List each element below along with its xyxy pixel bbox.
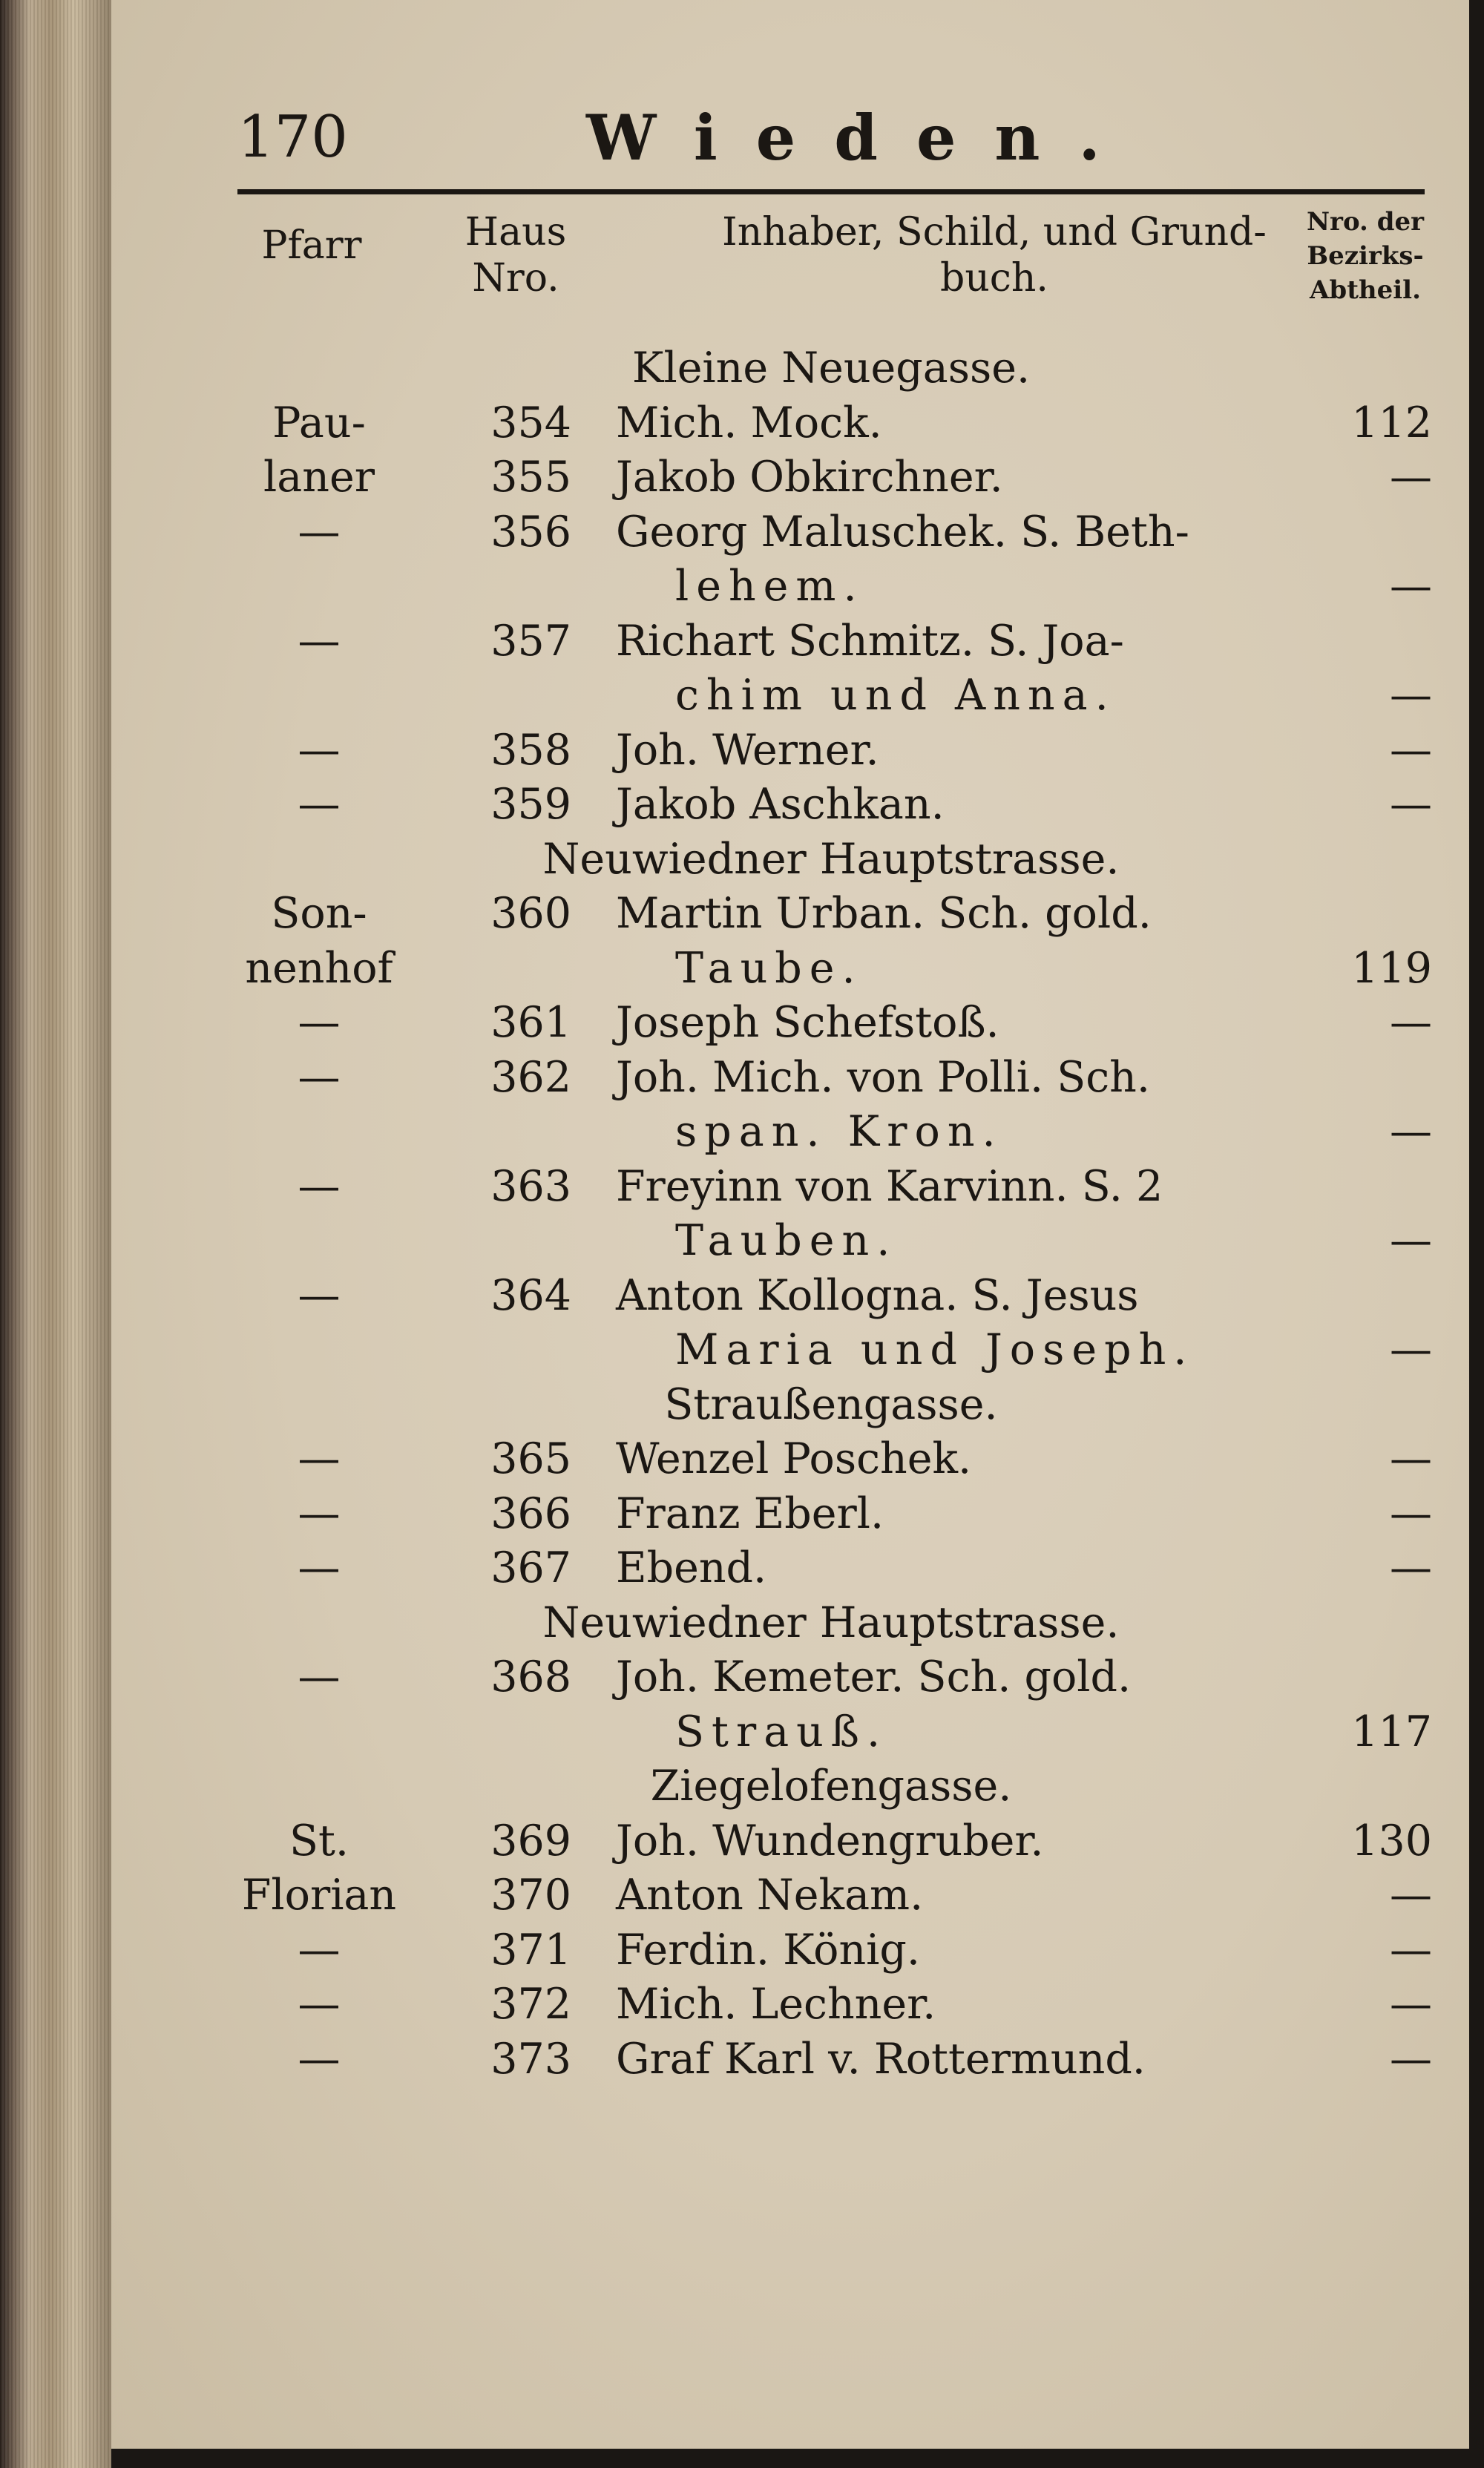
pfarr-cell: —: [298, 1052, 341, 1102]
district-number: 117: [1351, 1707, 1432, 1756]
street-name: Kleine Neuegasse.: [631, 344, 1031, 393]
column-header-bezirk-line2: Bezirks-: [1307, 241, 1424, 271]
house-number: 361: [490, 998, 571, 1047]
pfarr-cell: —: [298, 507, 341, 557]
owner-text: Joh. Mich. von Polli. Sch.: [616, 1052, 1151, 1102]
page-header: [111, 89, 1469, 174]
street-heading: [111, 1759, 1469, 1814]
district-number: —: [1390, 1543, 1432, 1592]
house-number: 359: [490, 780, 571, 829]
house-number: 372: [490, 1980, 571, 2029]
column-header-pfarr-label: Pfarr: [261, 223, 362, 268]
register-entry: [111, 887, 1469, 942]
house-number: 362: [490, 1052, 571, 1102]
house-number: 367: [490, 1543, 571, 1592]
owner-text: Tauben.: [675, 1216, 898, 1265]
pfarr-cell: laner: [263, 453, 375, 502]
owner-text: Ebend.: [616, 1543, 767, 1592]
owner-text: Richart Schmitz. S. Joa-: [616, 616, 1124, 666]
owner-text: Joseph Schefstoß.: [616, 998, 999, 1047]
column-header-haus-line2: Nro.: [472, 256, 559, 301]
district-number: —: [1390, 1925, 1432, 1975]
district-number: —: [1390, 998, 1432, 1047]
street-name: Neuwiedner Hauptstrasse.: [542, 1598, 1120, 1647]
district-number: —: [1390, 780, 1432, 829]
owner-text: Taube.: [675, 943, 863, 993]
house-number: 368: [490, 1653, 571, 1701]
entry-continuation: [111, 669, 1469, 723]
pfarr-cell: —: [298, 1161, 341, 1211]
owner-text: Maria und Joseph.: [675, 1325, 1195, 1374]
house-number: 373: [490, 2034, 571, 2084]
owner-text: Joh. Werner.: [616, 725, 879, 775]
district-number: —: [1390, 1107, 1432, 1156]
house-number: 356: [490, 507, 571, 557]
column-header-bezirk: [1276, 205, 1454, 307]
house-number: 355: [490, 453, 571, 502]
house-number: 364: [490, 1270, 571, 1320]
house-number: 363: [490, 1161, 571, 1211]
entry-continuation: [111, 1214, 1469, 1269]
street-heading: [111, 1378, 1469, 1433]
district-number: —: [1390, 1489, 1432, 1538]
column-header-haus-nro: [430, 209, 601, 301]
house-number: 366: [490, 1489, 571, 1538]
register-entry: [111, 1541, 1469, 1596]
pfarr-cell: —: [298, 780, 341, 829]
owner-text: Georg Maluschek. S. Beth-: [616, 507, 1189, 557]
column-header-inhaber: [601, 209, 1388, 301]
district-number: —: [1390, 2034, 1432, 2084]
pfarr-cell: —: [298, 725, 341, 775]
district-number: —: [1390, 1325, 1432, 1374]
owner-text: Joh. Kemeter. Sch. gold.: [616, 1653, 1132, 1701]
owner-text: Jakob Obkirchner.: [616, 453, 1003, 502]
register-entry: [111, 1814, 1469, 1869]
owner-text: Franz Eberl.: [616, 1489, 884, 1538]
district-number: —: [1390, 1216, 1432, 1265]
owner-text: Martin Urban. Sch. gold.: [616, 889, 1152, 938]
register-entry: [111, 505, 1469, 560]
house-number: 365: [490, 1434, 571, 1483]
register-entry: [111, 1432, 1469, 1487]
pfarr-cell: —: [298, 616, 341, 666]
register-entry: [111, 1650, 1469, 1705]
owner-text: Strauß.: [675, 1707, 888, 1756]
register-entry: [111, 723, 1469, 778]
pfarr-cell: —: [298, 1925, 341, 1975]
register-entry: [111, 2032, 1469, 2087]
house-number: 370: [490, 1871, 571, 1920]
street-name: Ziegelofengasse.: [650, 1762, 1012, 1811]
register-entry: [111, 1923, 1469, 1978]
pfarr-cell: Pau-: [272, 398, 366, 447]
owner-text: Freyinn von Karvinn. S. 2: [616, 1161, 1163, 1211]
column-header-haus-line1: Haus: [464, 210, 567, 255]
street-heading: [111, 1596, 1469, 1651]
column-header-inhaber-line1: Inhaber, Schild, und Grund-: [722, 210, 1267, 255]
register-entry: [111, 778, 1469, 833]
district-number: —: [1390, 1434, 1432, 1483]
book-spine-edge: [0, 0, 111, 2468]
entry-continuation: [111, 559, 1469, 614]
owner-text: Mich. Lechner.: [616, 1980, 936, 2029]
pfarr-cell: —: [298, 1434, 341, 1483]
house-number: 371: [490, 1925, 571, 1975]
register-entry: [111, 1978, 1469, 2032]
entry-continuation: [111, 1105, 1469, 1160]
register-entry: [111, 450, 1469, 505]
register-entry: [111, 996, 1469, 1051]
house-number: 358: [490, 725, 571, 775]
street-name: Straußengasse.: [664, 1379, 998, 1429]
register-entry: [111, 1051, 1469, 1106]
house-number: 354: [490, 398, 571, 447]
district-number: —: [1390, 562, 1432, 611]
pfarr-cell: —: [298, 1543, 341, 1592]
owner-text: Joh. Wundengruber.: [616, 1816, 1044, 1865]
owner-text: Graf Karl v. Rottermund.: [616, 2034, 1146, 2084]
register-entry: [111, 1269, 1469, 1324]
owner-text: Mich. Mock.: [616, 398, 882, 447]
pfarr-cell: —: [298, 1270, 341, 1320]
district-number: —: [1390, 725, 1432, 775]
district-number: 112: [1351, 398, 1432, 447]
district-number: 130: [1351, 1816, 1432, 1865]
owner-text: Jakob Aschkan.: [616, 780, 945, 829]
district-number: —: [1390, 1980, 1432, 2029]
register-entry: [111, 614, 1469, 669]
street-heading: [111, 833, 1469, 887]
house-number: 369: [490, 1816, 571, 1865]
entry-continuation: [111, 1705, 1469, 1760]
book-page: [111, 0, 1469, 2449]
register-entry: [111, 396, 1469, 451]
column-header-pfarr: [230, 223, 393, 269]
register-entries: [111, 341, 1469, 2087]
pfarr-cell: Son-: [271, 889, 367, 938]
house-number: 360: [490, 889, 571, 938]
entry-continuation: [111, 1323, 1469, 1378]
column-header-bezirk-line1: Nro. der: [1306, 207, 1425, 237]
district-number: —: [1390, 1871, 1432, 1920]
register-entry: [111, 1487, 1469, 1542]
pfarr-cell: St.: [289, 1816, 349, 1865]
pfarr-cell: —: [298, 1653, 341, 1701]
running-title: Wieden.: [586, 101, 1139, 174]
house-number: 357: [490, 616, 571, 666]
street-heading: [111, 341, 1469, 396]
district-number: 119: [1351, 943, 1432, 993]
header-rule: [237, 189, 1425, 194]
register-entry: [111, 1868, 1469, 1923]
district-number: —: [1390, 671, 1432, 720]
street-name: Neuwiedner Hauptstrasse.: [542, 834, 1120, 884]
pfarr-cell: —: [298, 2034, 341, 2084]
district-number: —: [1390, 453, 1432, 502]
pfarr-cell: —: [298, 1489, 341, 1538]
owner-text: Anton Nekam.: [616, 1871, 924, 1920]
column-header-inhaber-line2: buch.: [940, 256, 1048, 301]
owner-text: lehem.: [675, 562, 864, 611]
pfarr-cell: Florian: [241, 1871, 397, 1920]
page-number: 170: [237, 104, 348, 171]
pfarr-cell: —: [298, 1980, 341, 2029]
owner-text: Wenzel Poschek.: [616, 1434, 972, 1483]
owner-text: Ferdin. König.: [616, 1925, 920, 1975]
entry-continuation: [111, 942, 1469, 997]
owner-text: span. Kron.: [675, 1107, 1003, 1156]
column-header-bezirk-line3: Abtheil.: [1310, 275, 1421, 305]
owner-text: Anton Kollogna. S. Jesus: [616, 1270, 1139, 1320]
pfarr-cell: nenhof: [245, 943, 393, 993]
pfarr-cell: —: [298, 998, 341, 1047]
owner-text: chim und Anna.: [675, 671, 1116, 720]
register-entry: [111, 1160, 1469, 1215]
